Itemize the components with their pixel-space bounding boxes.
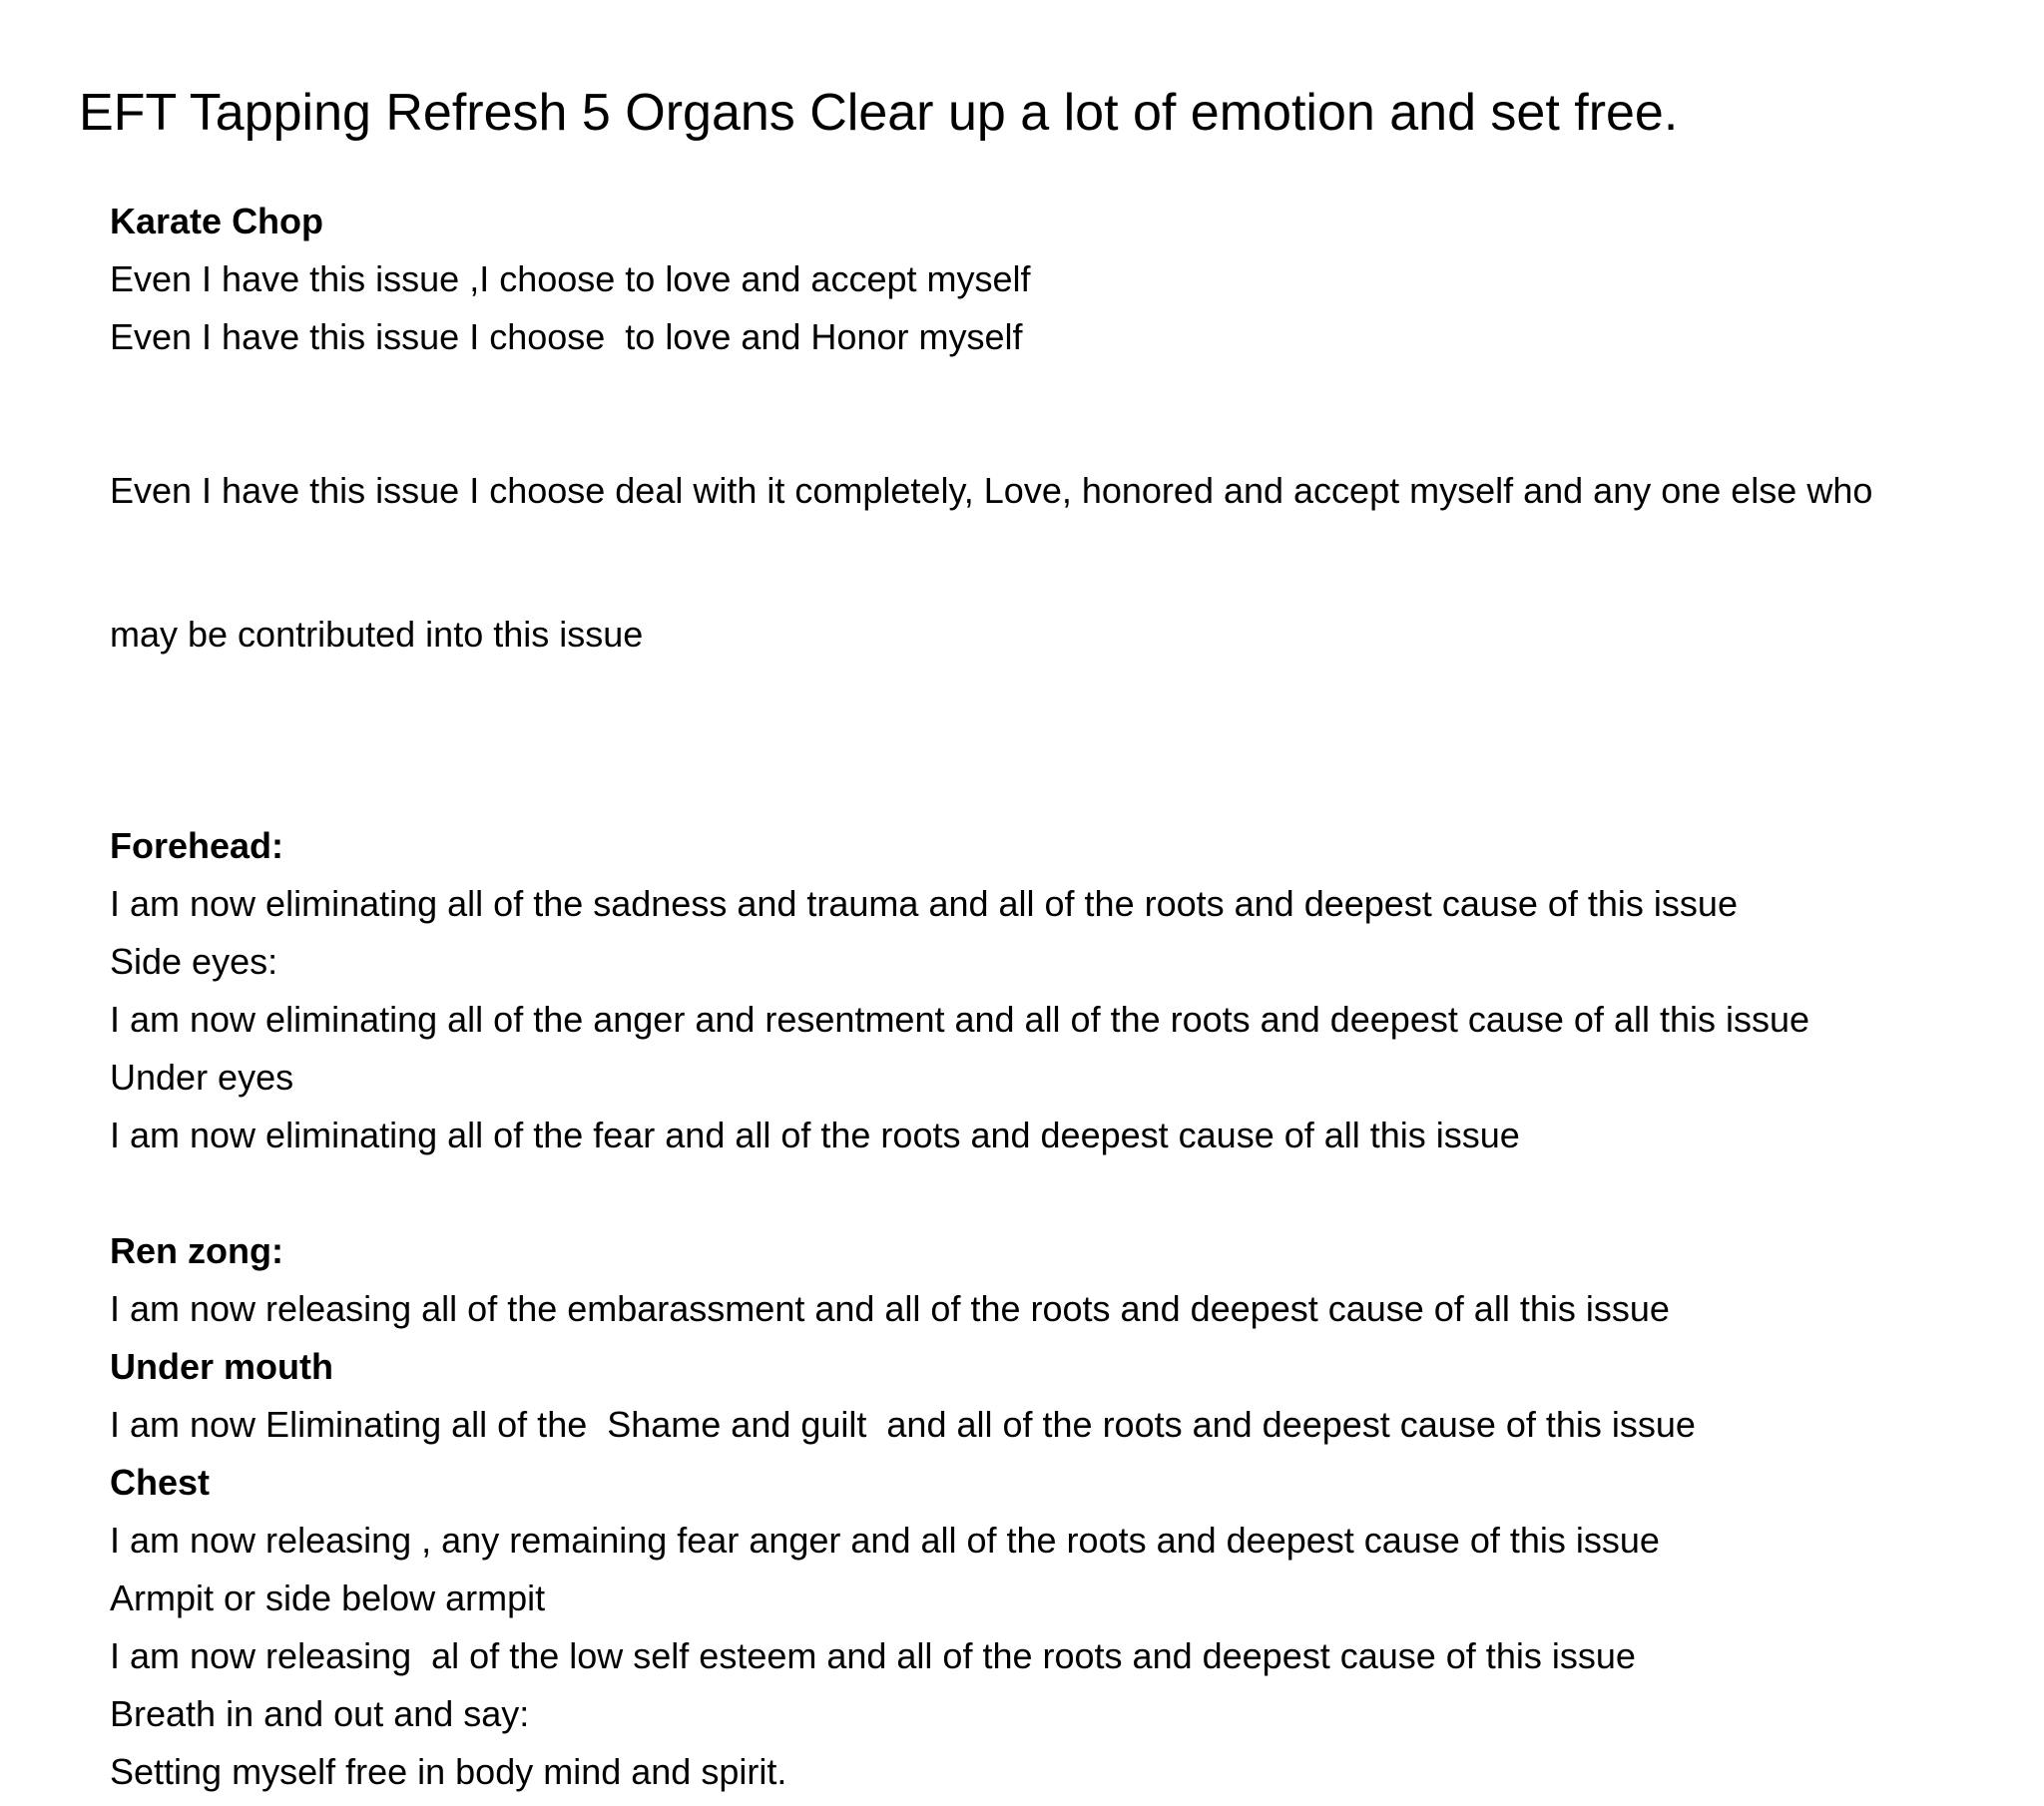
page-title: EFT Tapping Refresh 5 Organs Clear up a lot of emotion and set free.	[79, 84, 1679, 142]
breath-instruction: Breath in and out and say:	[110, 1693, 530, 1734]
affirmation-line: I am now eliminating all of the anger and resentment and all of the roots and deepest cause of all this issue	[110, 999, 1810, 1040]
tapping-point-label-armpit: Armpit or side below armpit	[110, 1578, 546, 1618]
affirmation-line: I am now releasing , any remaining fear anger and all of the roots and deepest cause of this issue	[110, 1520, 1660, 1561]
closing-affirmation: Setting myself free in body mind and spirit.	[110, 1751, 787, 1792]
section-heading-ren-zong: Ren zong:	[110, 1230, 283, 1271]
affirmation-line: Even I have this issue ,I choose to love and accept myself	[110, 258, 1031, 299]
affirmation-line: I am now Eliminating all of the Shame and guilt and all of the roots and deepest cause of this issue	[110, 1404, 1696, 1445]
section-spacer	[110, 1169, 1986, 1227]
tapping-point-label-under-eyes: Under eyes	[110, 1057, 294, 1098]
section-heading-forehead: Forehead:	[110, 825, 284, 866]
affirmation-line-wrapped	[110, 371, 1986, 754]
affirmation-line: I am now releasing al of the low self esteem and all of the roots and deepest cause of this issue	[110, 1635, 1636, 1676]
affirmation-line: I am now eliminating all of the fear and all of the roots and deepest cause of all this issue	[110, 1115, 1520, 1155]
section-heading-karate-chop: Karate Chop	[110, 201, 324, 241]
tapping-point-label-under-mouth: Under mouth	[110, 1346, 333, 1387]
affirmation-line-part-1: Even I have this issue I choose deal with it completely, Love, honored and accept myself and any one else who	[110, 470, 1873, 511]
tapping-script	[110, 198, 1986, 1806]
tapping-point-label-chest: Chest	[110, 1462, 211, 1503]
affirmation-line: Even I have this issue I choose to love and Honor myself	[110, 316, 1023, 357]
affirmation-line: I am now eliminating all of the sadness and trauma and all of the roots and deepest cause of this issue	[110, 883, 1738, 924]
affirmation-line-part-2: may be contributed into this issue	[110, 614, 644, 655]
section-spacer	[110, 764, 1986, 822]
tapping-point-label-side-eyes: Side eyes:	[110, 941, 278, 982]
affirmation-line: I am now releasing all of the embarassment and all of the roots and deepest cause of all this issue	[110, 1288, 1670, 1329]
